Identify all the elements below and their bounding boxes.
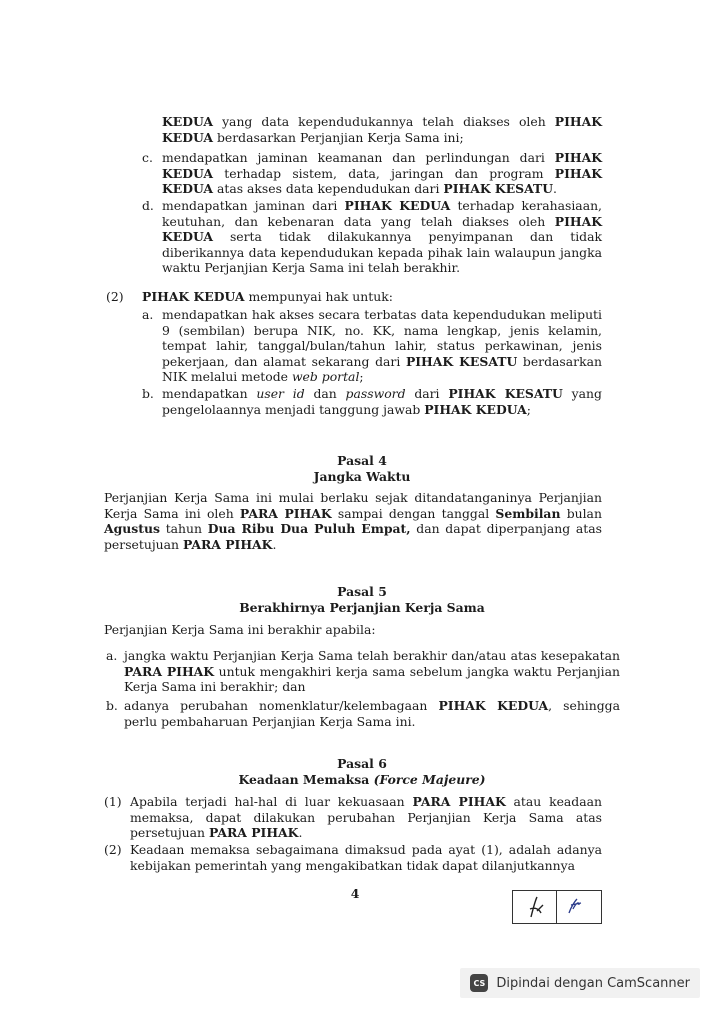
pasal-5-item-b-label: b. <box>106 698 118 713</box>
text-run: Perjanjian Kerja Sama ini mulai berlaku sejak ditandatanganinya Perjanjian Kerja Sama ini oleh <box>104 490 602 521</box>
text-run: yang data kependudukannya telah diakses oleh <box>222 114 546 129</box>
party-ref: PARA PIHAK <box>124 663 215 679</box>
party-ref: PIHAK KESATU <box>443 181 554 197</box>
title-italic: (Force Majeure) <box>373 772 486 787</box>
item-c-label: c. <box>142 150 153 165</box>
item-b-continuation <box>162 114 602 145</box>
text-run: jangka waktu Perjanjian Kerja Sama telah berakhir dan/atau atas kesepakatan <box>124 648 620 663</box>
pasal-6-title <box>100 772 624 788</box>
party-ref: PARA PIHAK <box>208 825 299 841</box>
pasal-5-item-b-text <box>124 698 620 729</box>
pasal-4-body <box>104 490 602 552</box>
text-run: serta tidak dilakukannya penyimpanan dan tidak diberikannya data kependudukan kepada pihak lain walaupun jangka waktu Perjanjian Kerja Sama ini telah berakhir. <box>162 229 602 276</box>
party-ref: PIHAK KEDUA <box>424 401 527 417</box>
text-run: mendapatkan jaminan dari <box>162 198 338 213</box>
text-run: . <box>553 181 557 197</box>
date-term: Sembilan <box>495 505 561 521</box>
text-run: atau keadaan memaksa, dapat dilakukan perubahan Perjanjian Kerja Sama atas persetujuan <box>130 794 602 841</box>
text-run: Apabila terjadi hal-hal di luar kekuasaan <box>130 794 405 809</box>
text-run: tahun <box>165 521 202 537</box>
pasal-6-item-2-label: (2) <box>104 842 122 857</box>
scanner-watermark-badge <box>460 968 700 998</box>
party-ref: PIHAK KESATU <box>405 353 518 369</box>
clause-2-intro <box>142 289 602 305</box>
date-term: Dua Ribu Dua Puluh Empat, <box>207 521 411 537</box>
pasal-6-item-1-text <box>130 794 602 841</box>
party-ref: PARA PIHAK <box>239 505 332 521</box>
clause-2-item-b-text <box>162 386 602 417</box>
text-run: dari <box>414 386 440 401</box>
title-text: Keadaan Memaksa <box>238 772 370 787</box>
text-run: yang pengelolaannya menjadi tanggung jawab <box>162 386 602 417</box>
item-c-text <box>162 150 602 197</box>
pasal-6-item-1-label: (1) <box>104 794 122 809</box>
initials-box <box>512 890 602 924</box>
item-d-text <box>162 198 602 276</box>
text-run: adanya perubahan nomenklatur/kelembagaan <box>124 698 428 713</box>
party-ref: PIHAK KEDUA <box>162 114 602 145</box>
text-run: atas akses data kependudukan dari <box>216 181 440 197</box>
party-ref: PIHAK KEDUA <box>162 150 602 181</box>
pasal-5-number: Pasal 5 <box>337 584 387 599</box>
clause-2-item-a-text <box>162 307 602 385</box>
text-run: dan <box>313 386 337 401</box>
pasal-5-intro: Perjanjian Kerja Sama ini berakhir apabila: <box>104 622 376 637</box>
italic-term: user id <box>256 386 305 401</box>
text-run: mendapatkan hak akses secara terbatas data kependudukan meliputi 9 (sembilan) berupa NIK, no. KK, nama lengkap, jenis kelamin, tempat lahir, tanggal/bulan/tahun lahir, status perkawinan, jenis pekerjaan, dan alamat sekarang dari <box>162 307 602 369</box>
text-run: berdasarkan NIK melalui metode <box>162 353 602 385</box>
initials-signature-icon <box>513 891 601 923</box>
party-ref: PIHAK KEDUA <box>438 698 549 713</box>
text-run: bulan <box>566 505 602 521</box>
party-ref: PIHAK KEDUA <box>142 289 245 304</box>
text-run: . <box>298 825 303 841</box>
party-ref: PARA PIHAK <box>412 794 506 809</box>
pasal-4-title: Jangka Waktu <box>313 469 411 484</box>
clause-2-item-b-label: b. <box>142 386 154 401</box>
italic-term: password <box>345 386 406 401</box>
italic-term: web portal <box>291 369 360 385</box>
party-ref: KEDUA <box>162 114 213 129</box>
text-run: mendapatkan <box>162 386 248 401</box>
pasal-4-number: Pasal 4 <box>337 453 387 468</box>
pasal-5-item-a-text <box>124 648 620 695</box>
text-run: . <box>272 536 277 552</box>
text-run: ; <box>526 401 531 417</box>
text-run: sampai dengan tanggal <box>337 505 490 521</box>
text-run: mendapatkan jaminan keamanan dan perlindungan dari <box>162 150 545 165</box>
text-run: mempunyai hak untuk: <box>248 289 393 304</box>
party-ref: PIHAK KEDUA <box>162 213 602 245</box>
text-run: , sehingga perlu pembaharuan Perjanjian Kerja Sama ini. <box>124 698 620 729</box>
text-run: ; <box>359 369 364 385</box>
party-ref: PARA PIHAK <box>182 536 273 552</box>
pasal-6-item-2-text: Keadaan memaksa sebagaimana dimaksud pada ayat (1), adalah adanya kebijakan pemerintah yang mengakibatkan tidak dapat dilanjutkannya <box>130 842 602 873</box>
clause-2-number: (2) <box>106 289 124 304</box>
text-run: terhadap sistem, data, jaringan dan program <box>224 165 544 181</box>
text-run: berdasarkan Perjanjian Kerja Sama ini; <box>216 129 464 145</box>
scanner-watermark-label: Dipindai dengan CamScanner <box>496 975 690 991</box>
pasal-5-item-a-label: a. <box>106 648 118 663</box>
party-ref: PIHAK KEDUA <box>344 198 451 213</box>
clause-2-item-a-label: a. <box>142 307 154 322</box>
text-run: dan dapat diperpanjang atas persetujuan <box>104 521 602 552</box>
party-ref: PIHAK KESATU <box>448 386 563 401</box>
text-run: untuk mengakhiri kerja sama sebelum jangka waktu Perjanjian Kerja Sama ini berakhir; dan <box>124 663 620 695</box>
camscanner-logo-icon: CS <box>470 974 488 992</box>
text-run: terhadap kerahasiaan, keutuhan, dan kebenaran data yang telah diakses oleh <box>162 198 602 229</box>
pasal-5-title: Berakhirnya Perjanjian Kerja Sama <box>239 600 485 615</box>
date-term: Agustus <box>104 521 160 537</box>
page-number: 4 <box>350 886 360 901</box>
item-d-label: d. <box>142 198 154 213</box>
party-ref: PIHAK KEDUA <box>162 165 602 197</box>
pasal-6-number: Pasal 6 <box>337 756 387 771</box>
